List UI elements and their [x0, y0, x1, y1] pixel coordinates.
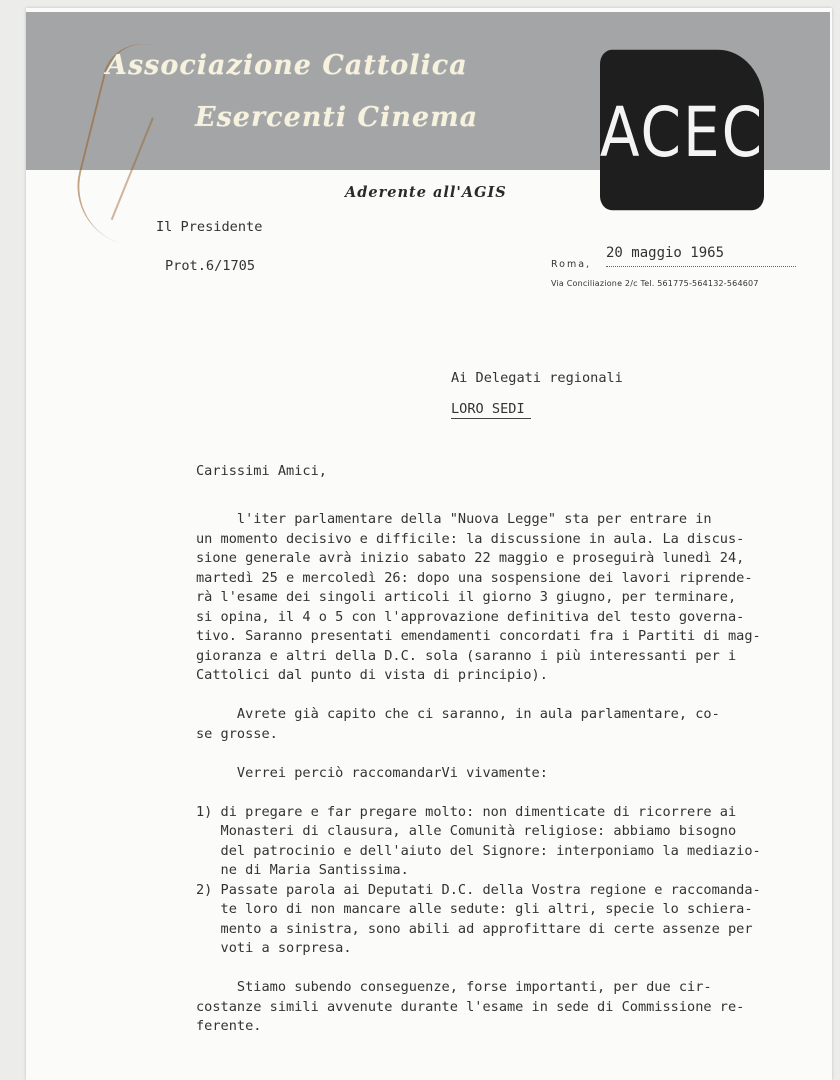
- body-line: [196, 959, 796, 979]
- org-name-line2: Esercenti Cinema: [195, 102, 479, 133]
- body-line: rà l'esame dei singoli articoli il giorno 3 giugno, per terminare,: [196, 589, 737, 605]
- body-line: 1) di pregare e far pregare molto: non dimenticate di ricorrere ai: [196, 803, 737, 820]
- body-line: Verrei perciò raccomandarVi vivamente:: [196, 764, 548, 781]
- body-line: costanze simili avvenute durante l'esame in sede di Commissione re-: [196, 998, 745, 1015]
- body-line: gioranza e altri della D.C. sola (saranno i più interessanti per i: [196, 647, 737, 664]
- body-line: Monasteri di clausura, alle Comunità religiose: abbiamo bisogno: [196, 823, 737, 839]
- roma-label: Roma,: [551, 259, 592, 270]
- address-line: Via Conciliazione 2/c Tel. 561775-564132-564607: [551, 279, 759, 288]
- date-dotted-line: [606, 266, 796, 267]
- org-name-line1: Associazione Cattolica: [106, 50, 468, 81]
- body-line: si opina, il 4 o 5 con l'approvazione definitiva del testo governa-: [196, 608, 745, 625]
- body-line: te loro di non mancare alle sedute: gli altri, specie lo schiera-: [196, 901, 753, 917]
- body-line: del patrocinio e dell'aiuto del Signore: interponiamo la mediazio-: [196, 842, 761, 859]
- body-line: Cattolici dal punto di vista di principio).: [196, 667, 548, 683]
- body-line: ferente.: [196, 1018, 262, 1034]
- body-line: martedì 25 e mercoledì 26: dopo una sospensione dei lavori riprende-: [196, 569, 753, 586]
- body-line: [196, 744, 796, 764]
- aderente-tagline: Aderente all'AGIS: [345, 184, 507, 201]
- body-line: mento a sinistra, sono abili ad approfittare di certe assenze per: [196, 920, 753, 937]
- body-line: se grosse.: [196, 725, 278, 742]
- body-line: un momento decisivo e difficile: la discussione in aula. La discus-: [196, 530, 745, 547]
- protocol-number: Prot.6/1705: [165, 258, 256, 274]
- recipient-line2: LORO SEDI: [451, 401, 525, 417]
- body-line: tivo. Saranno presentati emendamenti concordati fra i Partiti di mag-: [196, 628, 761, 644]
- body-line: sione generale avrà inizio sabato 22 maggio e proseguirà lunedì 24,: [196, 550, 745, 566]
- body-line: Stiamo subendo conseguenze, forse importanti, per due cir-: [196, 979, 712, 995]
- letter-body: [196, 510, 796, 1037]
- recipient-line1: Ai Delegati regionali: [451, 370, 623, 386]
- body-line: 2) Passate parola ai Deputati D.C. della Vostra regione e raccomanda-: [196, 881, 761, 898]
- acec-logo: ACEC: [600, 50, 764, 210]
- body-line: Avrete già capito che ci saranno, in aula parlamentare, co-: [196, 706, 720, 722]
- sender-title: Il Presidente: [156, 219, 263, 235]
- salutation: Carissimi Amici,: [196, 463, 327, 479]
- letter-date: 20 maggio 1965: [606, 245, 725, 261]
- body-line: voti a sorpresa.: [196, 940, 352, 956]
- body-line: l'iter parlamentare della "Nuova Legge" sta per entrare in: [196, 511, 712, 527]
- body-line: [196, 686, 796, 706]
- recipient-underline: [451, 418, 531, 419]
- body-line: [196, 783, 796, 803]
- body-line: ne di Maria Santissima.: [196, 862, 409, 878]
